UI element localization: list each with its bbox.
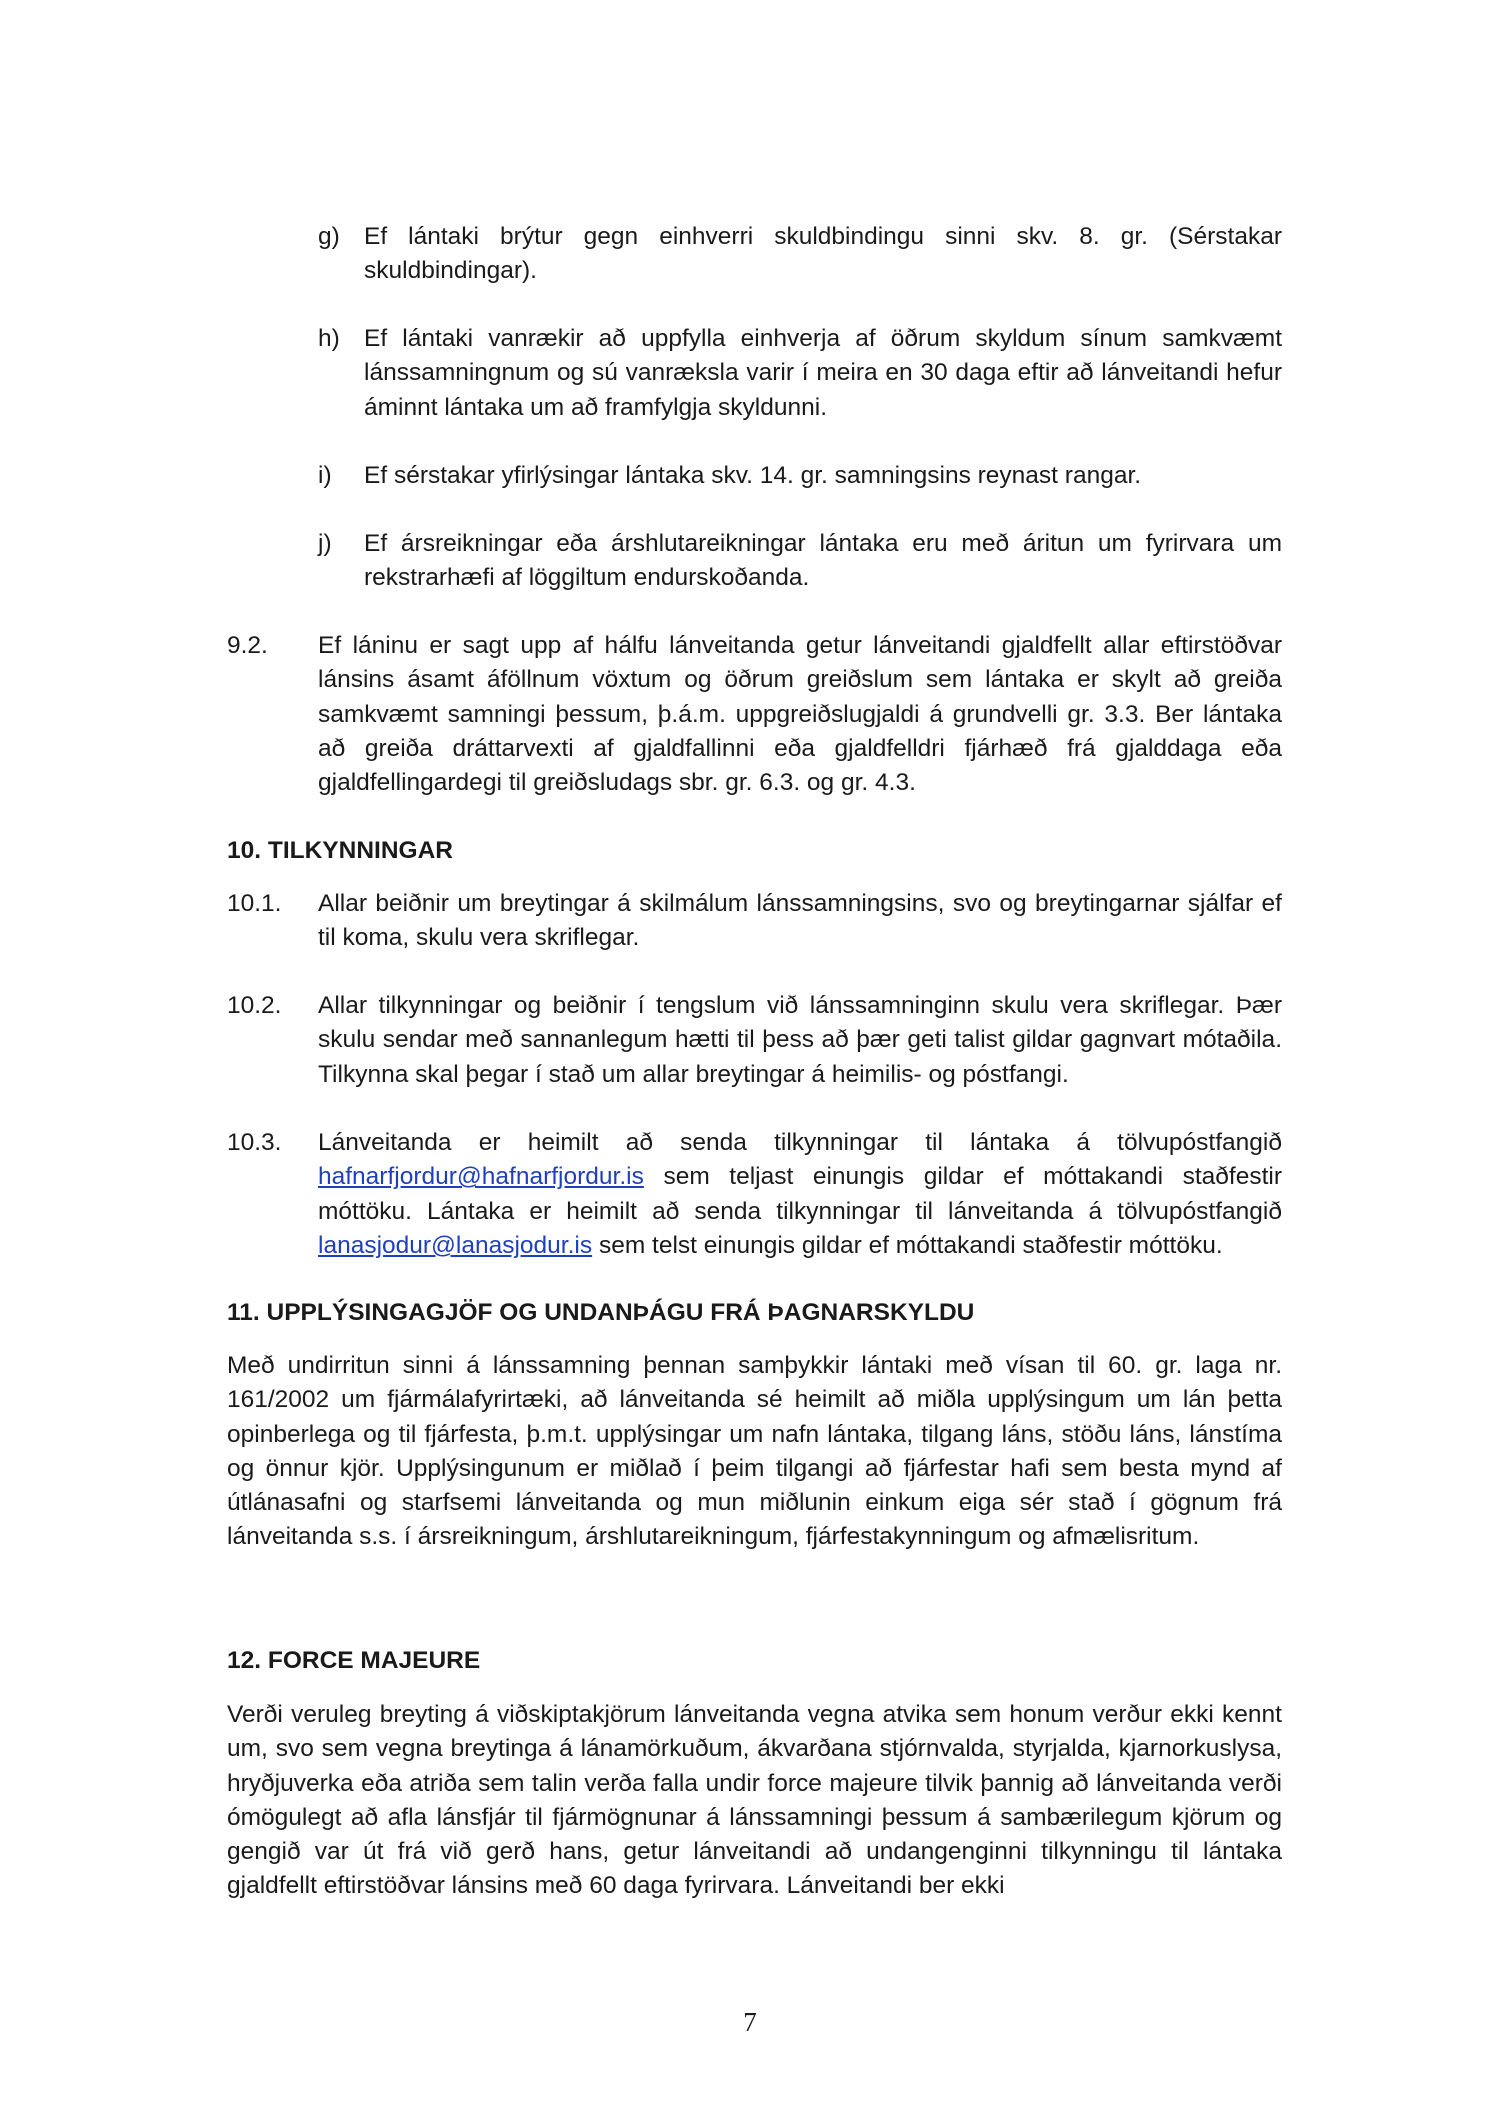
list-item-i: Ef sérstakar yfirlýsingar lántaka skv. 14. gr. samningsins reynast rangar. xyxy=(364,462,1142,489)
email-link-hafnarfjordur[interactable]: hafnarfjordur@hafnarfjordur.is xyxy=(318,1163,644,1191)
page-number: 7 xyxy=(743,2007,757,2037)
section-10-2-text: Allar tilkynningar og beiðnir í tengslum við lánssamninginn skulu vera skriflegar. Þær skulu sendar með sannanlegum hætti til þess að þær geti talist gildar gagnvart mótaðila. Tilkynna skal þegar í stað um allar breytingar á heimilis- og póstfangi. xyxy=(318,992,1282,1088)
email-link-lanasjodur[interactable]: lanasjodur@lanasjodur.is xyxy=(318,1231,593,1259)
section-10-1-text: Allar beiðnir um breytingar á skilmálum lánssamningsins, svo og breytingarnar sjálfar ef til koma, skulu vera skriflegar. xyxy=(318,890,1282,952)
section-10-3-text-3: sem telst einungis gildar ef móttakandi staðfestir móttöku. xyxy=(598,1231,1223,1259)
section-10-3-text-1: Lánveitanda er heimilt að senda tilkynningar til lántaka á tölvupóstfangið xyxy=(318,1129,1282,1156)
section-10-heading: 10. TILKYNNINGAR xyxy=(227,837,453,864)
section-10-3-text xyxy=(318,1126,1282,1263)
list-item-h: Ef lántaki vanrækir að uppfylla einhverja af öðrum skyldum sínum samkvæmt lánssamningnum og sú vanræksla varir í meira en 30 daga eftir að lánveitandi hefur áminnt lántaka um að framfylgja skyldunni. xyxy=(364,325,1282,421)
list-marker-j: j) xyxy=(318,530,332,557)
list-item-j: Ef ársreikningar eða árshlutareikningar lántaka eru með áritun um fyrirvara um rekstrarhæfi af löggiltum endurskoðanda. xyxy=(364,530,1282,592)
list-marker-i: i) xyxy=(318,462,332,489)
section-11-text: Með undirritun sinni á lánssamning þennan samþykkir lántaki með vísan til 60. gr. laga nr. 161/2002 um fjármálafyrirtæki, að lánveitanda sé heimilt að miðla upplýsingum um lán þetta opinberlega og til fjárfesta, þ.m.t. upplýsingar um nafn lántaka, tilgang láns, stöðu láns, lánstíma og önnur kjör. Upplýsingunum er miðlað í þeim tilgangi að fjárfestar hafi sem besta mynd af útlánasafni og starfsemi lánveitanda og mun miðlunin einkum eiga sér stað í gögnum frá lánveitanda s.s. í ársreikningum, árshlutareikningum, fjárfestakynningum og afmælisritum. xyxy=(227,1352,1282,1551)
section-9-2-number: 9.2. xyxy=(227,632,268,659)
section-11-heading: 11. UPPLÝSINGAGJÖF OG UNDANÞÁGU FRÁ ÞAGNARSKYLDU xyxy=(227,1299,975,1326)
section-12-heading: 12. FORCE MAJEURE xyxy=(227,1647,481,1674)
section-12-text: Verði veruleg breyting á viðskiptakjörum lánveitanda vegna atvika sem honum verður ekki kennt um, svo sem vegna breytinga á lánamörkuðum, ákvarðana stjórnvalda, styrjalda, kjarnorkuslysa, hryðjuverka eða atriða sem talin verða falla undir force majeure tilvik þannig að lánveitanda verði ómögulegt að afla lánsfjár til fjármögnunar á lánssamningi þessum á sambærilegum kjörum og gengið var út frá við gerð hans, getur lánveitandi að undangenginni tilkynningu til lántaka gjaldfellt eftirstöðvar lánsins með 60 daga fyrirvara. Lánveitandi ber ekki xyxy=(227,1701,1282,1900)
list-item-g: Ef lántaki brýtur gegn einhverri skuldbindingu sinni skv. 8. gr. (Sérstakar skuldbindingar). xyxy=(364,223,1282,285)
section-10-3-text-2: sem teljast einungis gildar ef móttakandi staðfestir móttöku. Lántaka er heimilt að senda tilkynningar til lánveitanda á tölvupóstfangið xyxy=(318,1163,1282,1225)
list-marker-h: h) xyxy=(318,325,340,352)
section-10-2-number: 10.2. xyxy=(227,992,282,1019)
section-9-2-text: Ef láninu er sagt upp af hálfu lánveitanda getur lánveitandi gjaldfellt allar eftirstöðvar lánsins ásamt áföllnum vöxtum og öðrum greiðslum sem lántaka er skylt að greiða samkvæmt samningi þessum, þ.á.m. uppgreiðslugjaldi á grundvelli gr. 3.3. Ber lántaka að greiða dráttarvexti af gjaldfallinni eða gjaldfelldri fjárhæð frá gjalddaga eða gjaldfellingardegi til greiðsludags sbr. gr. 6.3. og gr. 4.3. xyxy=(318,632,1282,797)
section-10-1-number: 10.1. xyxy=(227,890,282,917)
section-10-3-number: 10.3. xyxy=(227,1129,282,1156)
list-marker-g: g) xyxy=(318,223,340,250)
